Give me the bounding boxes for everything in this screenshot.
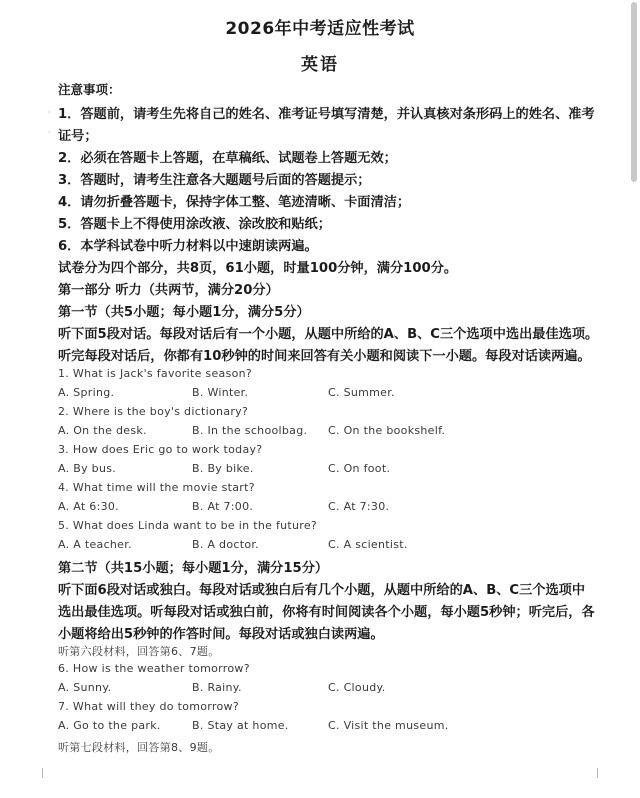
page-corner-mark [42, 768, 53, 778]
option-a: A. A teacher. [58, 538, 132, 551]
option-c: C. On foot. [328, 462, 391, 475]
notice-item-2: 2．必须在答题卡上答题，在草稿纸、试题卷上答题无效； [58, 151, 397, 166]
option-a: A. Spring. [58, 386, 115, 399]
exam-summary: 试卷分为四个部分，共8页，61小题，时量100分钟，满分100分。 [58, 261, 458, 276]
option-a: A. On the desk. [58, 424, 147, 437]
material-note: 听第七段材料，回答第8、9题。 [58, 741, 220, 754]
section2-instruction: 听下面6段对话或独白。每段对话或独白后有几个小题，从题中所给的A、B、C三个选项中 [58, 583, 586, 598]
section2-instruction: 选出最佳选项。听每段对话或独白前，你将有时间阅读各个小题，每小题5秒钟；听完后，各 [58, 605, 595, 620]
option-b: B. Winter. [192, 386, 249, 399]
question-1: 1. What is Jack's favorite season? [58, 367, 253, 380]
margin-mark: · [48, 108, 51, 117]
section2-heading: 第二节（共15小题；每小题1分，满分15分） [58, 561, 329, 576]
notice-item-3: 3．答题时，请考生注意各大题题号后面的答题提示； [58, 173, 371, 188]
option-a: A. Sunny. [58, 681, 112, 694]
option-b: B. Rainy. [192, 681, 242, 694]
option-c: C. On the bookshelf. [328, 424, 446, 437]
option-b: B. At 7:00. [192, 500, 254, 513]
option-c: C. Cloudy. [328, 681, 386, 694]
margin-mark: · [48, 128, 51, 137]
notice-heading: 注意事项： [58, 82, 121, 97]
option-b: B. A doctor. [192, 538, 259, 551]
option-a: A. By bus. [58, 462, 117, 475]
question-6: 6. How is the weather tomorrow? [58, 662, 250, 675]
section1-instruction: 听下面5段对话。每段对话后有一个小题，从题中所给的A、B、C三个选项中选出最佳选项。 [58, 327, 599, 342]
section2-instruction: 小题将给出5秒钟的作答时间。每段对话或独白读两遍。 [58, 627, 384, 642]
option-b: B. By bike. [192, 462, 254, 475]
notice-item-4: 4．请勿折叠答题卡，保持字体工整、笔迹清晰、卡面清洁； [58, 195, 411, 210]
exam-subject: 英语 [301, 55, 339, 75]
notice-item-6: 6．本学科试卷中听力材料以中速朗读两遍。 [58, 239, 318, 254]
option-c: C. A scientist. [328, 538, 408, 551]
question-2: 2. Where is the boy's dictionary? [58, 405, 249, 418]
vertical-scrollbar[interactable] [631, 2, 637, 182]
question-3: 3. How does Eric go to work today? [58, 443, 263, 456]
option-c: C. Visit the museum. [328, 719, 449, 732]
notice-item-1: 1．答题前，请考生先将自己的姓名、准考证号填写清楚，并认真核对条形码上的姓名、准考 [58, 107, 595, 122]
material-note: 听第六段材料，回答第6、7题。 [58, 645, 220, 658]
section1-instruction: 听完每段对话后，你都有10秒钟的时间来回答有关小题和阅读下一小题。每段对话读两遍。 [58, 349, 591, 364]
page-corner-mark [587, 768, 598, 778]
question-4: 4. What time will the movie start? [58, 481, 255, 494]
notice-item-5: 5．答题卡上不得使用涂改液、涂改胶和贴纸； [58, 217, 331, 232]
option-c: C. At 7:30. [328, 500, 390, 513]
question-7: 7. What will they do tomorrow? [58, 700, 239, 713]
section1-heading: 第一节（共5小题；每小题1分，满分5分） [58, 305, 310, 320]
question-5: 5. What does Linda want to be in the future? [58, 519, 318, 532]
option-b: B. Stay at home. [192, 719, 289, 732]
option-a: A. At 6:30. [58, 500, 119, 513]
option-c: C. Summer. [328, 386, 395, 399]
option-b: B. In the schoolbag. [192, 424, 308, 437]
option-a: A. Go to the park. [58, 719, 161, 732]
exam-title: 2026年中考适应性考试 [225, 19, 415, 39]
notice-item-1-cont: 证号； [58, 129, 98, 144]
part1-heading: 第一部分 听力（共两节，满分20分） [58, 283, 279, 298]
